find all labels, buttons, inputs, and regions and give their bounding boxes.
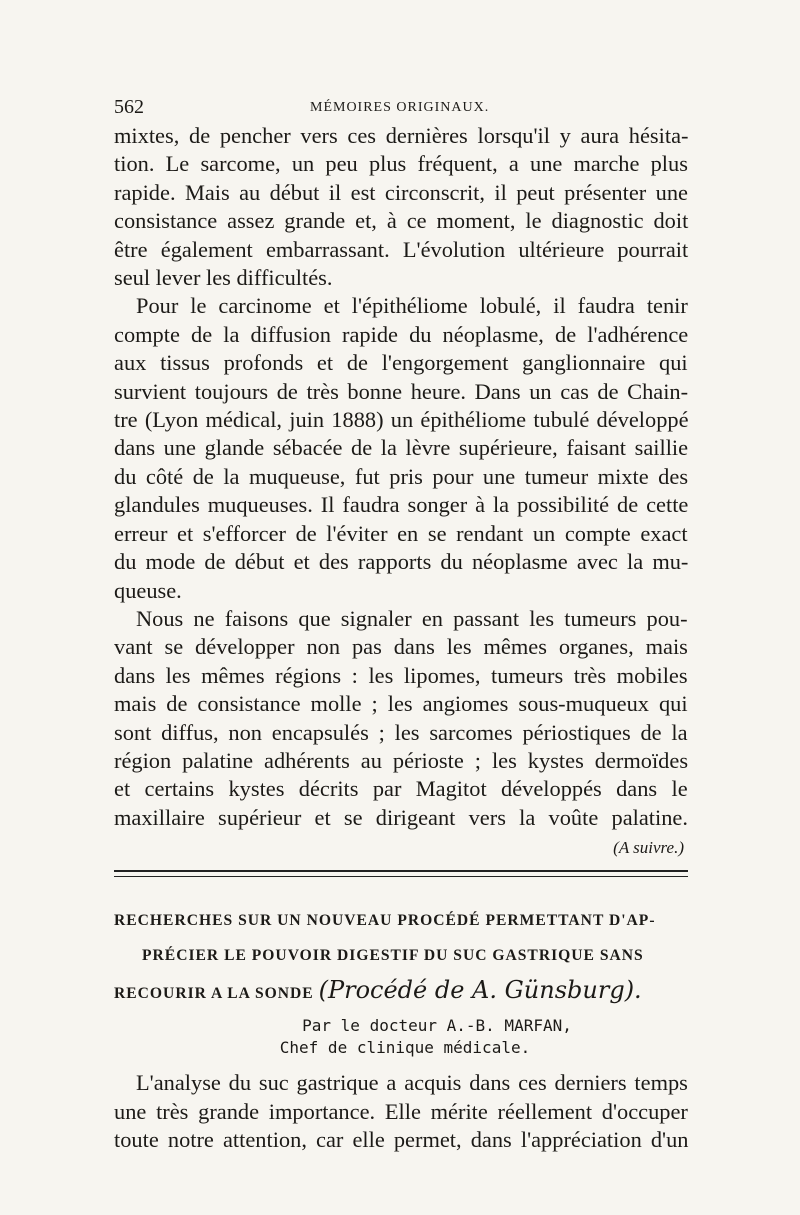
byline xyxy=(114,1015,688,1059)
text-line: du mode de début et des rapports du néoplasme avec la mu- xyxy=(114,549,689,575)
section-rule-thin xyxy=(114,876,688,877)
text-line: Nous ne faisons que signaler en passant les tumeurs pou- xyxy=(136,605,688,631)
paragraph-4 xyxy=(114,1069,688,1154)
text-line: glandules muqueuses. Il faudra songer à la possibilité de cette xyxy=(114,492,689,518)
text-line: seul lever les difficultés. xyxy=(114,265,333,291)
running-title: MÉMOIRES ORIGINAUX. xyxy=(310,100,490,115)
text-line: queuse. xyxy=(114,577,182,603)
page xyxy=(114,92,688,1154)
text-line: consistance assez grande et, à ce moment, le diagnostic doit xyxy=(114,208,689,234)
text-line: toute notre attention, car elle permet, dans l'appréciation d'un xyxy=(114,1126,689,1152)
article-title xyxy=(114,903,688,1011)
text-line: dans les mêmes régions : les lipomes, tumeurs très mobiles xyxy=(114,662,688,688)
author-role: Chef de clinique médicale. xyxy=(279,1038,531,1058)
text-line: être également embarrassant. L'évolution ultérieure pourrait xyxy=(114,236,689,262)
paragraph-1 xyxy=(114,122,688,292)
text-line: erreur et s'efforcer de l'éviter en se rendant un compte exact xyxy=(114,520,688,546)
text-line: aux tissus profonds et de l'engorgement ganglionnaire qui xyxy=(114,350,688,376)
title-procedure: (Procédé de A. Günsburg). xyxy=(318,976,642,1005)
text-line: mais de consistance molle ; les angiomes sous-muqueux qui xyxy=(114,691,688,717)
text-line: L'analyse du suc gastrique a acquis dans ces derniers temps xyxy=(136,1070,688,1096)
section-rule xyxy=(114,870,688,872)
paragraph-2 xyxy=(114,292,688,604)
author-name: Par le docteur A.-B. MARFAN, xyxy=(302,1016,572,1036)
text-line: dans une glande sébacée de la lèvre supérieure, faisant saillie xyxy=(114,435,689,461)
text-line: sont diffus, non encapsulés ; les sarcomes périostiques de la xyxy=(114,719,688,745)
text-line: rapide. Mais au début il est circonscrit, il peut présenter une xyxy=(114,179,688,205)
title-line: RECHERCHES SUR UN NOUVEAU PROCÉDÉ PERMETTANT D'AP- xyxy=(114,912,656,930)
text-line: survient toujours de très bonne heure. Dans un cas de Chain- xyxy=(114,378,689,404)
text-line: Pour le carcinome et l'épithéliome lobulé, il faudra tenir xyxy=(136,293,688,319)
title-caps: RECOURIR A LA SONDE xyxy=(114,985,314,1003)
title-line xyxy=(114,973,688,1011)
text-line: région palatine adhérents au périoste ; les kystes dermoïdes xyxy=(114,747,689,773)
page-header xyxy=(114,92,688,122)
text-line: maxillaire supérieur et se dirigeant vers la voûte palatine. xyxy=(114,804,688,830)
text-line: mixtes, de pencher vers ces dernières lorsqu'il y aura hésita- xyxy=(114,123,689,148)
text-line: tion. Le sarcome, un peu plus fréquent, a une marche plus xyxy=(114,151,688,177)
to-be-continued: (A suivre.) xyxy=(613,838,684,858)
text-line: et certains kystes décrits par Magitot développés dans le xyxy=(114,776,688,802)
title-line: PRÉCIER LE POUVOIR DIGESTIF DU SUC GASTRIQUE SANS xyxy=(142,947,644,965)
text-line: vant se développer non pas dans les mêmes organes, mais xyxy=(114,634,688,660)
text-line: une très grande importance. Elle mérite réellement d'occuper xyxy=(114,1098,688,1124)
text-line: tre (Lyon médical, juin 1888) un épithéliome tubulé développé xyxy=(114,407,689,433)
paragraph-3 xyxy=(114,605,688,832)
text-line: compte de la diffusion rapide du néoplasme, de l'adhérence xyxy=(114,321,689,347)
text-line: du côté de la muqueuse, fut pris pour une tumeur mixte des xyxy=(114,463,689,489)
page-number: 562 xyxy=(114,96,144,118)
